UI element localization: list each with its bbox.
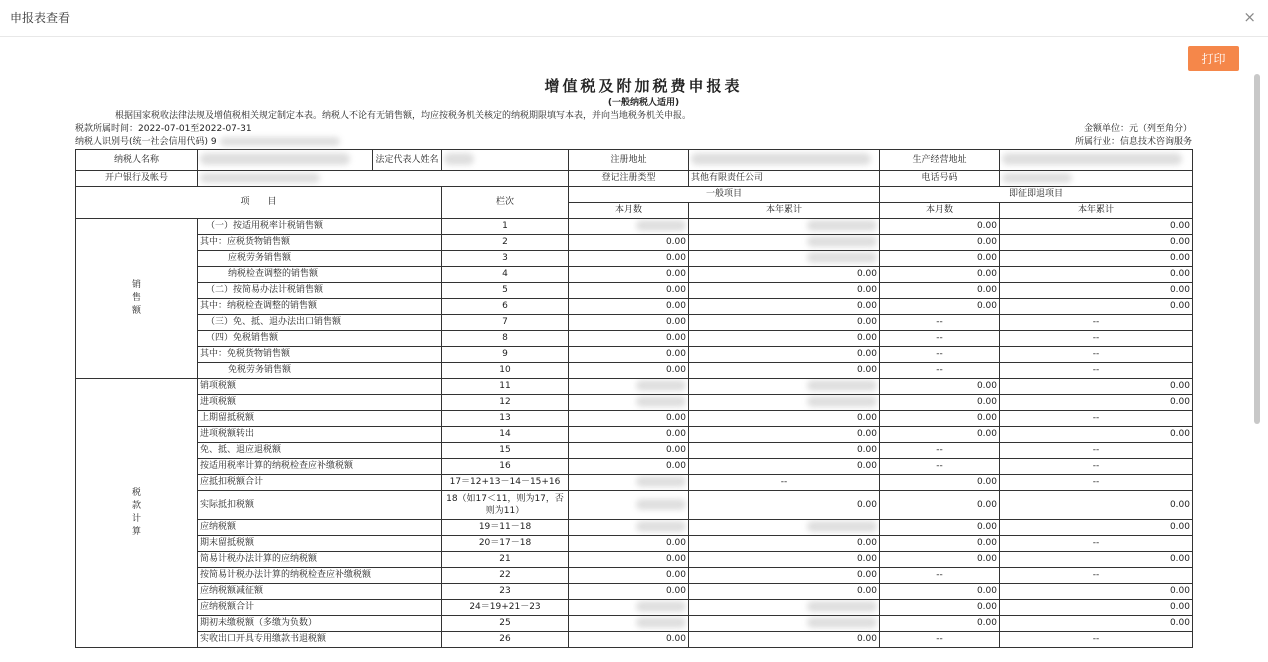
value-cell-gm: 0.00 <box>569 632 689 648</box>
section-sales: 销 售 额 <box>76 219 198 379</box>
row-label: 简易计税办法计算的应纳税额 <box>198 552 442 568</box>
row-col: 13 <box>442 411 569 427</box>
value-cell-gm: 0.00 <box>569 251 689 267</box>
row-label: 实收出口开具专用缴款书退税额 <box>198 632 442 648</box>
table-row <box>76 475 1193 491</box>
row-col: 18（如17＜11，则为17，否则为11） <box>442 491 569 520</box>
form-title: 增值税及附加税费申报表 <box>544 77 743 95</box>
declaration-table <box>75 149 1193 648</box>
reg-type-value: 其他有限责任公司 <box>689 171 880 187</box>
value-cell-gm <box>569 395 689 411</box>
value-cell-gy: 0.00 <box>689 632 880 648</box>
reg-type-label: 登记注册类型 <box>569 171 689 187</box>
row-col: 9 <box>442 347 569 363</box>
meta-row-id <box>75 136 1192 149</box>
value-cell-ry: -- <box>1000 315 1193 331</box>
table-row <box>76 491 1193 520</box>
value-cell-ry: -- <box>1000 347 1193 363</box>
row-col: 21 <box>442 552 569 568</box>
value-cell-gm: 0.00 <box>569 568 689 584</box>
row-col: 8 <box>442 331 569 347</box>
value-cell-gy: 0.00 <box>689 331 880 347</box>
row-col: 17＝12+13－14－15+16 <box>442 475 569 491</box>
value-cell-ry: -- <box>1000 568 1193 584</box>
value-cell-gm <box>569 616 689 632</box>
value-cell-rm: 0.00 <box>880 379 1000 395</box>
value-cell-gm: 0.00 <box>569 283 689 299</box>
row-label: 按适用税率计算的纳税检查应补缴税额 <box>198 459 442 475</box>
value-cell-gm <box>569 219 689 235</box>
table-row <box>76 235 1193 251</box>
value-cell-ry: 0.00 <box>1000 299 1193 315</box>
taxpayer-id: 纳税人识别号(统一社会信用代码) 9 <box>75 136 340 149</box>
value-cell-ry: -- <box>1000 632 1193 648</box>
value-cell-ry: 0.00 <box>1000 584 1193 600</box>
value-cell-gy: 0.00 <box>689 347 880 363</box>
value-cell-ry: 0.00 <box>1000 235 1193 251</box>
value-cell-rm: 0.00 <box>880 584 1000 600</box>
value-cell-rm: 0.00 <box>880 552 1000 568</box>
phone-label: 电话号码 <box>880 171 1000 187</box>
table-row <box>76 299 1193 315</box>
value-cell-gm: 0.00 <box>569 427 689 443</box>
value-cell-gy <box>689 616 880 632</box>
table-row <box>76 363 1193 379</box>
value-cell-gy: 0.00 <box>689 552 880 568</box>
row-col: 10 <box>442 363 569 379</box>
col-header: 栏次 <box>442 187 569 219</box>
refund-month-header: 本月数 <box>880 203 1000 219</box>
row-col: 25 <box>442 616 569 632</box>
row-label: 上期留抵税额 <box>198 411 442 427</box>
value-cell-rm: -- <box>880 347 1000 363</box>
value-cell-gy: 0.00 <box>689 584 880 600</box>
header-row-1 <box>76 187 1193 203</box>
row-label: 应纳税额减征额 <box>198 584 442 600</box>
row-label: 按简易计税办法计算的纳税检查应补缴税额 <box>198 568 442 584</box>
value-cell-gm <box>569 379 689 395</box>
value-cell-gy: 0.00 <box>689 427 880 443</box>
row-label: 应税劳务销售额 <box>198 251 442 267</box>
row-col: 15 <box>442 443 569 459</box>
row-col: 24＝19+21－23 <box>442 600 569 616</box>
row-label: 进项税额转出 <box>198 427 442 443</box>
row-label: （二）按简易办法计税销售额 <box>198 283 442 299</box>
value-cell-gy <box>689 395 880 411</box>
table-row <box>76 520 1193 536</box>
row-col: 4 <box>442 267 569 283</box>
row-col: 1 <box>442 219 569 235</box>
row-col: 16 <box>442 459 569 475</box>
value-cell-gy: 0.00 <box>689 491 880 520</box>
row-label: 应抵扣税额合计 <box>198 475 442 491</box>
value-cell-rm: 0.00 <box>880 475 1000 491</box>
value-cell-ry: -- <box>1000 459 1193 475</box>
table-row <box>76 283 1193 299</box>
row-col: 20＝17－18 <box>442 536 569 552</box>
industry: 所属行业：信息技术咨询服务 <box>1074 137 1192 147</box>
value-cell-gm: 0.00 <box>569 411 689 427</box>
table-row <box>76 552 1193 568</box>
value-cell-gy: 0.00 <box>689 315 880 331</box>
value-cell-ry: 0.00 <box>1000 283 1193 299</box>
value-cell-rm: 0.00 <box>880 219 1000 235</box>
table-row <box>76 251 1193 267</box>
value-cell-gm: 0.00 <box>569 331 689 347</box>
value-cell-ry: -- <box>1000 536 1193 552</box>
row-label: 其中：免税货物销售额 <box>198 347 442 363</box>
value-cell-ry: -- <box>1000 411 1193 427</box>
general-month-header: 本月数 <box>569 203 689 219</box>
legal-label: 法定代表人姓名 <box>373 150 442 171</box>
value-cell-gy: 0.00 <box>689 267 880 283</box>
value-cell-gm: 0.00 <box>569 363 689 379</box>
value-cell-ry: 0.00 <box>1000 616 1193 632</box>
form-note: 根据国家税收法律法规及增值税相关规定制定本表。纳税人不论有无销售额，均应按税务机关核定的纳税期限填写本表，并向当地税务机关申报。 <box>115 111 692 121</box>
value-cell-gm: 0.00 <box>569 315 689 331</box>
value-cell-rm: -- <box>880 443 1000 459</box>
value-cell-gy: -- <box>689 475 880 491</box>
value-cell-gm: 0.00 <box>569 299 689 315</box>
value-cell-ry: 0.00 <box>1000 251 1193 267</box>
amount-unit: 金额单位：元（列至角分） <box>1083 124 1192 134</box>
table-row <box>76 427 1193 443</box>
value-cell-rm: 0.00 <box>880 251 1000 267</box>
row-col: 11 <box>442 379 569 395</box>
value-cell-ry: 0.00 <box>1000 267 1193 283</box>
row-col: 26 <box>442 632 569 648</box>
value-cell-gm <box>569 520 689 536</box>
biz-addr-label: 生产经营地址 <box>880 150 1000 171</box>
row-label: （三）免、抵、退办法出口销售额 <box>198 315 442 331</box>
value-cell-rm: 0.00 <box>880 536 1000 552</box>
value-cell-ry: 0.00 <box>1000 427 1193 443</box>
value-cell-ry: 0.00 <box>1000 552 1193 568</box>
value-cell-rm: -- <box>880 459 1000 475</box>
value-cell-rm: 0.00 <box>880 299 1000 315</box>
bank-label: 开户银行及帐号 <box>76 171 198 187</box>
value-cell-ry: 0.00 <box>1000 395 1193 411</box>
row-label: 纳税检查调整的销售额 <box>198 267 442 283</box>
value-cell-rm: 0.00 <box>880 235 1000 251</box>
row-label: 其中：纳税检查调整的销售额 <box>198 299 442 315</box>
form-subtitle: (一般纳税人适用) <box>607 98 680 108</box>
value-cell-gy: 0.00 <box>689 568 880 584</box>
value-cell-gm <box>569 600 689 616</box>
row-label: （四）免税销售额 <box>198 331 442 347</box>
modal-header <box>0 0 1268 37</box>
value-cell-gm <box>569 475 689 491</box>
row-col: 7 <box>442 315 569 331</box>
value-cell-gy: 0.00 <box>689 443 880 459</box>
table-row <box>76 584 1193 600</box>
value-cell-rm: 0.00 <box>880 616 1000 632</box>
table-row <box>76 632 1193 648</box>
value-cell-rm: 0.00 <box>880 520 1000 536</box>
value-cell-gm: 0.00 <box>569 552 689 568</box>
value-cell-rm: -- <box>880 568 1000 584</box>
value-cell-rm: -- <box>880 331 1000 347</box>
table-row <box>76 347 1193 363</box>
value-cell-rm: 0.00 <box>880 600 1000 616</box>
table-row <box>76 600 1193 616</box>
value-cell-rm: 0.00 <box>880 491 1000 520</box>
item-header: 项 目 <box>76 187 442 219</box>
reg-addr-value <box>689 150 880 171</box>
legal-value <box>442 150 569 171</box>
table-row <box>76 219 1193 235</box>
value-cell-gm: 0.00 <box>569 267 689 283</box>
value-cell-rm: 0.00 <box>880 267 1000 283</box>
reg-addr-label: 注册地址 <box>569 150 689 171</box>
row-label: 进项税额 <box>198 395 442 411</box>
value-cell-ry: -- <box>1000 331 1193 347</box>
row-col: 14 <box>442 427 569 443</box>
value-cell-gm: 0.00 <box>569 536 689 552</box>
info-row-2 <box>76 171 1193 187</box>
value-cell-gy <box>689 600 880 616</box>
table-row <box>76 315 1193 331</box>
value-cell-gy <box>689 520 880 536</box>
row-col: 5 <box>442 283 569 299</box>
value-cell-ry: -- <box>1000 475 1193 491</box>
value-cell-gy <box>689 235 880 251</box>
name-label: 纳税人名称 <box>76 150 198 171</box>
scrollbar-thumb[interactable] <box>1254 74 1260 424</box>
scrollbar[interactable] <box>1254 74 1260 658</box>
row-label: 实际抵扣税额 <box>198 491 442 520</box>
value-cell-ry: 0.00 <box>1000 491 1193 520</box>
close-icon[interactable]: × <box>1243 8 1256 26</box>
value-cell-ry: 0.00 <box>1000 520 1193 536</box>
table-row <box>76 395 1193 411</box>
general-ytd-header: 本年累计 <box>689 203 880 219</box>
row-col: 12 <box>442 395 569 411</box>
modal-title: 申报表查看 <box>10 11 71 25</box>
value-cell-gy: 0.00 <box>689 283 880 299</box>
value-cell-ry: 0.00 <box>1000 379 1193 395</box>
row-col: 3 <box>442 251 569 267</box>
row-label: 应纳税额合计 <box>198 600 442 616</box>
value-cell-rm: 0.00 <box>880 283 1000 299</box>
value-cell-gy: 0.00 <box>689 459 880 475</box>
row-label: 免、抵、退应退税额 <box>198 443 442 459</box>
row-col: 23 <box>442 584 569 600</box>
table-row <box>76 568 1193 584</box>
phone-value <box>1000 171 1193 187</box>
value-cell-gy: 0.00 <box>689 411 880 427</box>
row-label: 销项税额 <box>198 379 442 395</box>
row-label: 免税劳务销售额 <box>198 363 442 379</box>
meta-row-period <box>75 123 1192 136</box>
value-cell-gy <box>689 251 880 267</box>
row-label: （一）按适用税率计税销售额 <box>198 219 442 235</box>
value-cell-gm: 0.00 <box>569 584 689 600</box>
refund-ytd-header: 本年累计 <box>1000 203 1193 219</box>
row-col: 2 <box>442 235 569 251</box>
value-cell-rm: 0.00 <box>880 411 1000 427</box>
value-cell-rm: -- <box>880 363 1000 379</box>
value-cell-gy: 0.00 <box>689 299 880 315</box>
name-value <box>198 150 373 171</box>
table-row <box>76 443 1193 459</box>
table-row <box>76 331 1193 347</box>
value-cell-ry: 0.00 <box>1000 219 1193 235</box>
value-cell-gm: 0.00 <box>569 459 689 475</box>
value-cell-rm: 0.00 <box>880 395 1000 411</box>
value-cell-gy <box>689 219 880 235</box>
value-cell-rm: -- <box>880 315 1000 331</box>
row-col: 22 <box>442 568 569 584</box>
row-col: 19＝11－18 <box>442 520 569 536</box>
table-row <box>76 411 1193 427</box>
row-label: 期初未缴税额（多缴为负数） <box>198 616 442 632</box>
bank-value <box>198 171 569 187</box>
table-row <box>76 616 1193 632</box>
info-row-1 <box>76 150 1193 171</box>
declaration-form <box>75 76 1192 648</box>
table-row <box>76 379 1193 395</box>
tax-period: 税款所属时间：2022-07-01至2022-07-31 <box>75 124 252 134</box>
section-tax: 税 款 计 算 <box>76 379 198 648</box>
row-label: 应纳税额 <box>198 520 442 536</box>
value-cell-rm: 0.00 <box>880 427 1000 443</box>
value-cell-ry: -- <box>1000 363 1193 379</box>
value-cell-rm: -- <box>880 632 1000 648</box>
value-cell-gm <box>569 491 689 520</box>
row-label: 期末留抵税额 <box>198 536 442 552</box>
value-cell-gy <box>689 379 880 395</box>
value-cell-ry: -- <box>1000 443 1193 459</box>
table-row <box>76 459 1193 475</box>
table-row <box>76 267 1193 283</box>
value-cell-gy: 0.00 <box>689 363 880 379</box>
value-cell-gy: 0.00 <box>689 536 880 552</box>
value-cell-gm: 0.00 <box>569 235 689 251</box>
value-cell-gm: 0.00 <box>569 443 689 459</box>
print-button[interactable]: 打印 <box>1188 46 1239 71</box>
value-cell-gm: 0.00 <box>569 347 689 363</box>
refund-header: 即征即退项目 <box>880 187 1193 203</box>
biz-addr-value <box>1000 150 1193 171</box>
value-cell-ry: 0.00 <box>1000 600 1193 616</box>
table-row <box>76 536 1193 552</box>
row-col: 6 <box>442 299 569 315</box>
row-label: 其中：应税货物销售额 <box>198 235 442 251</box>
general-header: 一般项目 <box>569 187 880 203</box>
